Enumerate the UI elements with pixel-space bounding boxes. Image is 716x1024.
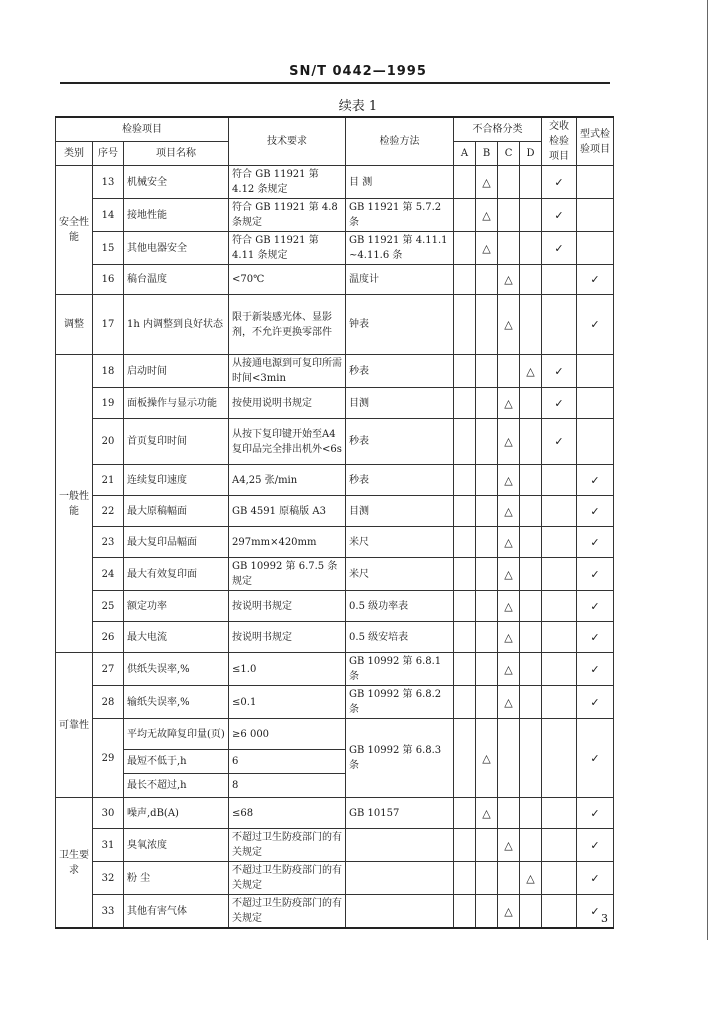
item-name-cell: 臭氧浓度 bbox=[124, 829, 229, 862]
category-cell: 调整 bbox=[56, 295, 93, 355]
header-item-name: 项目名称 bbox=[124, 142, 229, 166]
method-cell: 目测 bbox=[346, 496, 454, 527]
table-row bbox=[56, 232, 614, 265]
method-cell: 目测 bbox=[346, 388, 454, 419]
grade-a-cell bbox=[454, 465, 476, 496]
table-row bbox=[56, 465, 614, 496]
triangle-mark-icon: △ bbox=[504, 473, 513, 487]
requirement-cell: 按说明书规定 bbox=[229, 622, 346, 653]
seq-cell: 14 bbox=[93, 199, 124, 232]
grade-d-cell bbox=[520, 496, 542, 527]
grade-a-cell bbox=[454, 862, 476, 895]
method-cell: 米尺 bbox=[346, 527, 454, 558]
table-row bbox=[56, 686, 614, 719]
triangle-mark-icon: △ bbox=[504, 535, 513, 549]
header-method: 检验方法 bbox=[346, 117, 454, 166]
requirement-cell: ≥6 000 bbox=[229, 719, 346, 750]
seq-cell: 27 bbox=[93, 653, 124, 686]
grade-a-cell bbox=[454, 798, 476, 829]
triangle-mark-icon: △ bbox=[504, 504, 513, 518]
grade-a-cell bbox=[454, 895, 476, 929]
grade-b-cell bbox=[476, 829, 498, 862]
header-class-b: B bbox=[476, 142, 498, 166]
grade-d-cell bbox=[520, 232, 542, 265]
requirement-cell: 6 bbox=[229, 750, 346, 774]
grade-a-cell bbox=[454, 558, 476, 591]
triangle-mark-icon: △ bbox=[504, 695, 513, 709]
acceptance-check-cell bbox=[542, 265, 577, 295]
grade-a-cell bbox=[454, 265, 476, 295]
table-row bbox=[56, 295, 614, 355]
table-row bbox=[56, 355, 614, 388]
type-check-cell: ✓ bbox=[577, 719, 614, 798]
seq-cell: 25 bbox=[93, 591, 124, 622]
acceptance-check-cell: ✓ bbox=[542, 355, 577, 388]
grade-b-cell bbox=[476, 232, 498, 265]
triangle-mark-icon: △ bbox=[482, 806, 491, 820]
method-cell bbox=[346, 862, 454, 895]
method-cell: 秒表 bbox=[346, 465, 454, 496]
seq-cell: 24 bbox=[93, 558, 124, 591]
grade-c-cell bbox=[498, 653, 520, 686]
grade-c-cell bbox=[498, 686, 520, 719]
grade-a-cell bbox=[454, 232, 476, 265]
triangle-mark-icon: △ bbox=[504, 273, 513, 286]
table-row bbox=[56, 199, 614, 232]
method-cell bbox=[346, 829, 454, 862]
requirement-cell: 不超过卫生防疫部门的有关规定 bbox=[229, 829, 346, 862]
method-cell: 0.5 级安培表 bbox=[346, 622, 454, 653]
item-name-cell: 稿台温度 bbox=[124, 265, 229, 295]
grade-b-cell bbox=[476, 419, 498, 465]
seq-cell: 18 bbox=[93, 355, 124, 388]
grade-b-cell bbox=[476, 199, 498, 232]
requirement-cell: 8 bbox=[229, 774, 346, 798]
grade-b-cell bbox=[476, 527, 498, 558]
table-caption: 续表 1 bbox=[338, 99, 378, 114]
table-row bbox=[56, 591, 614, 622]
method-cell: 温度计 bbox=[346, 265, 454, 295]
acceptance-check-cell bbox=[542, 465, 577, 496]
requirement-cell: ≤1.0 bbox=[229, 653, 346, 686]
grade-c-cell bbox=[498, 862, 520, 895]
method-cell: 米尺 bbox=[346, 558, 454, 591]
type-check-cell: ✓ bbox=[577, 829, 614, 862]
acceptance-check-cell bbox=[542, 895, 577, 929]
grade-b-cell bbox=[476, 622, 498, 653]
header-inspection-items: 检验项目 bbox=[56, 117, 229, 142]
method-cell: GB 10157 bbox=[346, 798, 454, 829]
grade-b-cell bbox=[476, 388, 498, 419]
header-class-a: A bbox=[454, 142, 476, 166]
method-cell: GB 11921 第 5.7.2 条 bbox=[346, 199, 454, 232]
triangle-mark-icon: △ bbox=[504, 567, 513, 581]
grade-c-cell bbox=[498, 166, 520, 199]
requirement-cell: 符合 GB 11921 第 4.12 条规定 bbox=[229, 166, 346, 199]
requirement-cell: 符合 GB 11921 第 4.11 条规定 bbox=[229, 232, 346, 265]
grade-c-cell bbox=[498, 527, 520, 558]
header-type: 型式检验项目 bbox=[577, 117, 614, 166]
grade-a-cell bbox=[454, 591, 476, 622]
grade-d-cell bbox=[520, 622, 542, 653]
type-check-cell bbox=[577, 419, 614, 465]
grade-c-cell bbox=[498, 355, 520, 388]
grade-c-cell bbox=[498, 388, 520, 419]
grade-a-cell bbox=[454, 622, 476, 653]
type-check-cell bbox=[577, 232, 614, 265]
triangle-mark-icon: △ bbox=[504, 630, 513, 644]
seq-cell: 17 bbox=[93, 295, 124, 355]
item-name-cell: 机械安全 bbox=[124, 166, 229, 199]
acceptance-check-cell bbox=[542, 591, 577, 622]
item-name-cell: 接地性能 bbox=[124, 199, 229, 232]
table-row bbox=[56, 558, 614, 591]
grade-c-cell bbox=[498, 622, 520, 653]
grade-b-cell bbox=[476, 355, 498, 388]
acceptance-check-cell bbox=[542, 527, 577, 558]
type-check-cell bbox=[577, 388, 614, 419]
grade-a-cell bbox=[454, 686, 476, 719]
grade-c-cell bbox=[498, 496, 520, 527]
standard-number: SN/T 0442—1995 bbox=[289, 64, 427, 79]
requirement-cell: ≤0.1 bbox=[229, 686, 346, 719]
grade-a-cell bbox=[454, 653, 476, 686]
grade-a-cell bbox=[454, 527, 476, 558]
grade-b-cell bbox=[476, 653, 498, 686]
type-check-cell: ✓ bbox=[577, 798, 614, 829]
acceptance-check-cell bbox=[542, 686, 577, 719]
grade-c-cell bbox=[498, 591, 520, 622]
inspection-table bbox=[55, 116, 614, 929]
grade-a-cell bbox=[454, 295, 476, 355]
grade-d-cell bbox=[520, 465, 542, 496]
table-row bbox=[56, 622, 614, 653]
grade-b-cell bbox=[476, 295, 498, 355]
acceptance-check-cell: ✓ bbox=[542, 232, 577, 265]
table-body bbox=[56, 166, 614, 929]
header-class-d: D bbox=[520, 142, 542, 166]
requirement-cell: 从接通电源到可复印所需时间<3min bbox=[229, 355, 346, 388]
grade-b-cell bbox=[476, 265, 498, 295]
acceptance-check-cell: ✓ bbox=[542, 419, 577, 465]
table-row bbox=[56, 166, 614, 199]
table-row bbox=[56, 527, 614, 558]
type-check-cell: ✓ bbox=[577, 295, 614, 355]
table-row bbox=[56, 895, 614, 929]
grade-a-cell bbox=[454, 199, 476, 232]
triangle-mark-icon: △ bbox=[504, 599, 513, 613]
requirement-cell: 297mm×420mm bbox=[229, 527, 346, 558]
header-technical-requirement: 技术要求 bbox=[229, 117, 346, 166]
table-row bbox=[56, 265, 614, 295]
type-check-cell bbox=[577, 355, 614, 388]
type-check-cell: ✓ bbox=[577, 895, 614, 929]
grade-b-cell bbox=[476, 496, 498, 527]
type-check-cell: ✓ bbox=[577, 558, 614, 591]
type-check-cell: ✓ bbox=[577, 465, 614, 496]
item-name-cell: 最大原稿幅面 bbox=[124, 496, 229, 527]
requirement-cell: <70℃ bbox=[229, 265, 346, 295]
seq-cell: 29 bbox=[93, 719, 124, 798]
triangle-mark-icon: △ bbox=[504, 662, 513, 676]
grade-b-cell bbox=[476, 719, 498, 798]
grade-a-cell bbox=[454, 719, 476, 798]
grade-a-cell bbox=[454, 166, 476, 199]
table-row bbox=[56, 419, 614, 465]
grade-d-cell bbox=[520, 295, 542, 355]
seq-cell: 15 bbox=[93, 232, 124, 265]
seq-cell: 30 bbox=[93, 798, 124, 829]
acceptance-check-cell bbox=[542, 622, 577, 653]
seq-cell: 16 bbox=[93, 265, 124, 295]
seq-cell: 22 bbox=[93, 496, 124, 527]
grade-c-cell bbox=[498, 465, 520, 496]
acceptance-check-cell bbox=[542, 719, 577, 798]
acceptance-check-cell: ✓ bbox=[542, 388, 577, 419]
triangle-mark-icon: △ bbox=[482, 175, 491, 189]
acceptance-check-cell bbox=[542, 558, 577, 591]
acceptance-check-cell bbox=[542, 295, 577, 355]
requirement-cell: 符合 GB 11921 第 4.8 条规定 bbox=[229, 199, 346, 232]
grade-c-cell bbox=[498, 295, 520, 355]
table-row bbox=[56, 388, 614, 419]
triangle-mark-icon: △ bbox=[504, 396, 513, 410]
category-cell: 安全性能 bbox=[56, 166, 93, 295]
grade-c-cell bbox=[498, 232, 520, 265]
header-category: 类别 bbox=[56, 142, 93, 166]
grade-b-cell bbox=[476, 558, 498, 591]
seq-cell: 28 bbox=[93, 686, 124, 719]
method-cell: GB 11921 第 4.11.1 ~4.11.6 条 bbox=[346, 232, 454, 265]
item-name-cell: 粉 尘 bbox=[124, 862, 229, 895]
type-check-cell: ✓ bbox=[577, 527, 614, 558]
method-cell: 秒表 bbox=[346, 355, 454, 388]
requirement-cell: 限于新装感光体、显影剂，不允许更换零部件 bbox=[229, 295, 346, 355]
item-name-cell: 供纸失误率,% bbox=[124, 653, 229, 686]
grade-c-cell bbox=[498, 829, 520, 862]
grade-d-cell bbox=[520, 798, 542, 829]
grade-d-cell bbox=[520, 895, 542, 929]
grade-c-cell bbox=[498, 419, 520, 465]
grade-d-cell bbox=[520, 686, 542, 719]
grade-b-cell bbox=[476, 166, 498, 199]
triangle-mark-icon: △ bbox=[504, 435, 513, 448]
category-cell: 卫生要求 bbox=[56, 798, 93, 929]
method-cell: GB 10992 第 6.8.1 条 bbox=[346, 653, 454, 686]
grade-a-cell bbox=[454, 355, 476, 388]
seq-cell: 33 bbox=[93, 895, 124, 929]
acceptance-check-cell bbox=[542, 862, 577, 895]
acceptance-check-cell: ✓ bbox=[542, 166, 577, 199]
grade-a-cell bbox=[454, 419, 476, 465]
grade-d-cell bbox=[520, 527, 542, 558]
grade-d-cell bbox=[520, 558, 542, 591]
seq-cell: 21 bbox=[93, 465, 124, 496]
requirement-cell: 按使用说明书规定 bbox=[229, 388, 346, 419]
header-class-c: C bbox=[498, 142, 520, 166]
table-row bbox=[56, 862, 614, 895]
grade-b-cell bbox=[476, 465, 498, 496]
type-check-cell: ✓ bbox=[577, 622, 614, 653]
requirement-cell: 不超过卫生防疫部门的有关规定 bbox=[229, 862, 346, 895]
grade-c-cell bbox=[498, 265, 520, 295]
grade-b-cell bbox=[476, 895, 498, 929]
item-name-cell: 额定功率 bbox=[124, 591, 229, 622]
seq-cell: 32 bbox=[93, 862, 124, 895]
method-cell: 0.5 级功率表 bbox=[346, 591, 454, 622]
page-number: 3 bbox=[601, 912, 608, 925]
acceptance-check-cell bbox=[542, 829, 577, 862]
grade-d-cell bbox=[520, 653, 542, 686]
item-name-cell: 1h 内调整到良好状态 bbox=[124, 295, 229, 355]
acceptance-check-cell bbox=[542, 798, 577, 829]
seq-cell: 31 bbox=[93, 829, 124, 862]
item-name-cell: 首页复印时间 bbox=[124, 419, 229, 465]
type-check-cell bbox=[577, 199, 614, 232]
table-row bbox=[56, 798, 614, 829]
method-cell: 目 测 bbox=[346, 166, 454, 199]
grade-c-cell bbox=[498, 895, 520, 929]
requirement-cell: 不超过卫生防疫部门的有关规定 bbox=[229, 895, 346, 929]
header-seq: 序号 bbox=[93, 142, 124, 166]
item-name-cell: 其他有害气体 bbox=[124, 895, 229, 929]
item-name-cell: 启动时间 bbox=[124, 355, 229, 388]
triangle-mark-icon: △ bbox=[526, 871, 535, 885]
type-check-cell: ✓ bbox=[577, 496, 614, 527]
item-name-cell: 输纸失误率,% bbox=[124, 686, 229, 719]
grade-c-cell bbox=[498, 719, 520, 798]
item-name-cell: 最长不超过,h bbox=[124, 774, 229, 798]
grade-a-cell bbox=[454, 496, 476, 527]
grade-c-cell bbox=[498, 199, 520, 232]
grade-d-cell bbox=[520, 166, 542, 199]
seq-cell: 19 bbox=[93, 388, 124, 419]
grade-d-cell bbox=[520, 199, 542, 232]
grade-a-cell bbox=[454, 388, 476, 419]
acceptance-check-cell bbox=[542, 496, 577, 527]
item-name-cell: 其他电器安全 bbox=[124, 232, 229, 265]
grade-c-cell bbox=[498, 558, 520, 591]
method-cell: GB 10992 第 6.8.2 条 bbox=[346, 686, 454, 719]
type-check-cell: ✓ bbox=[577, 862, 614, 895]
triangle-mark-icon: △ bbox=[482, 241, 491, 255]
method-cell: GB 10992 第 6.8.3 条 bbox=[346, 719, 454, 798]
item-name-cell: 平均无故障复印量(页) bbox=[124, 719, 229, 750]
item-name-cell: 最大电流 bbox=[124, 622, 229, 653]
triangle-mark-icon: △ bbox=[504, 838, 513, 852]
item-name-cell: 噪声,dB(A) bbox=[124, 798, 229, 829]
grade-b-cell bbox=[476, 798, 498, 829]
table-row bbox=[56, 496, 614, 527]
grade-d-cell bbox=[520, 388, 542, 419]
grade-d-cell bbox=[520, 591, 542, 622]
type-check-cell: ✓ bbox=[577, 686, 614, 719]
type-check-cell: ✓ bbox=[577, 591, 614, 622]
triangle-mark-icon: △ bbox=[504, 318, 513, 331]
grade-a-cell bbox=[454, 829, 476, 862]
item-name-cell: 最大有效复印面 bbox=[124, 558, 229, 591]
grade-b-cell bbox=[476, 591, 498, 622]
seq-cell: 20 bbox=[93, 419, 124, 465]
grade-d-cell bbox=[520, 719, 542, 798]
requirement-cell: A4,25 张/min bbox=[229, 465, 346, 496]
seq-cell: 26 bbox=[93, 622, 124, 653]
header-nonconformity: 不合格分类 bbox=[454, 117, 542, 142]
grade-d-cell bbox=[520, 355, 542, 388]
acceptance-check-cell bbox=[542, 653, 577, 686]
seq-cell: 23 bbox=[93, 527, 124, 558]
item-name-cell: 面板操作与显示功能 bbox=[124, 388, 229, 419]
grade-d-cell bbox=[520, 265, 542, 295]
requirement-cell: GB 4591 原稿版 A3 bbox=[229, 496, 346, 527]
type-check-cell: ✓ bbox=[577, 265, 614, 295]
type-check-cell: ✓ bbox=[577, 653, 614, 686]
grade-c-cell bbox=[498, 798, 520, 829]
header-rule bbox=[60, 82, 610, 84]
grade-b-cell bbox=[476, 862, 498, 895]
seq-cell: 13 bbox=[93, 166, 124, 199]
table-row bbox=[56, 829, 614, 862]
acceptance-check-cell: ✓ bbox=[542, 199, 577, 232]
table-row bbox=[56, 653, 614, 686]
requirement-cell: ≤68 bbox=[229, 798, 346, 829]
category-cell: 可靠性 bbox=[56, 653, 93, 798]
grade-b-cell bbox=[476, 686, 498, 719]
item-name-cell: 最短不低于,h bbox=[124, 750, 229, 774]
triangle-mark-icon: △ bbox=[482, 751, 491, 765]
requirement-cell: 按说明书规定 bbox=[229, 591, 346, 622]
requirement-cell: 从按下复印键开始至A4 复印品完全排出机外<6s bbox=[229, 419, 346, 465]
method-cell bbox=[346, 895, 454, 929]
triangle-mark-icon: △ bbox=[526, 364, 535, 378]
method-cell: 钟表 bbox=[346, 295, 454, 355]
table-row bbox=[56, 719, 614, 750]
item-name-cell: 连续复印速度 bbox=[124, 465, 229, 496]
category-cell: 一般性能 bbox=[56, 355, 93, 653]
requirement-cell: GB 10992 第 6.7.5 条规定 bbox=[229, 558, 346, 591]
type-check-cell bbox=[577, 166, 614, 199]
grade-d-cell bbox=[520, 829, 542, 862]
triangle-mark-icon: △ bbox=[482, 208, 491, 222]
header-acceptance: 交收检验项目 bbox=[542, 117, 577, 166]
grade-d-cell bbox=[520, 862, 542, 895]
method-cell: 秒表 bbox=[346, 419, 454, 465]
triangle-mark-icon: △ bbox=[504, 904, 513, 918]
page-edge-line bbox=[707, 0, 708, 940]
item-name-cell: 最大复印品幅面 bbox=[124, 527, 229, 558]
grade-d-cell bbox=[520, 419, 542, 465]
